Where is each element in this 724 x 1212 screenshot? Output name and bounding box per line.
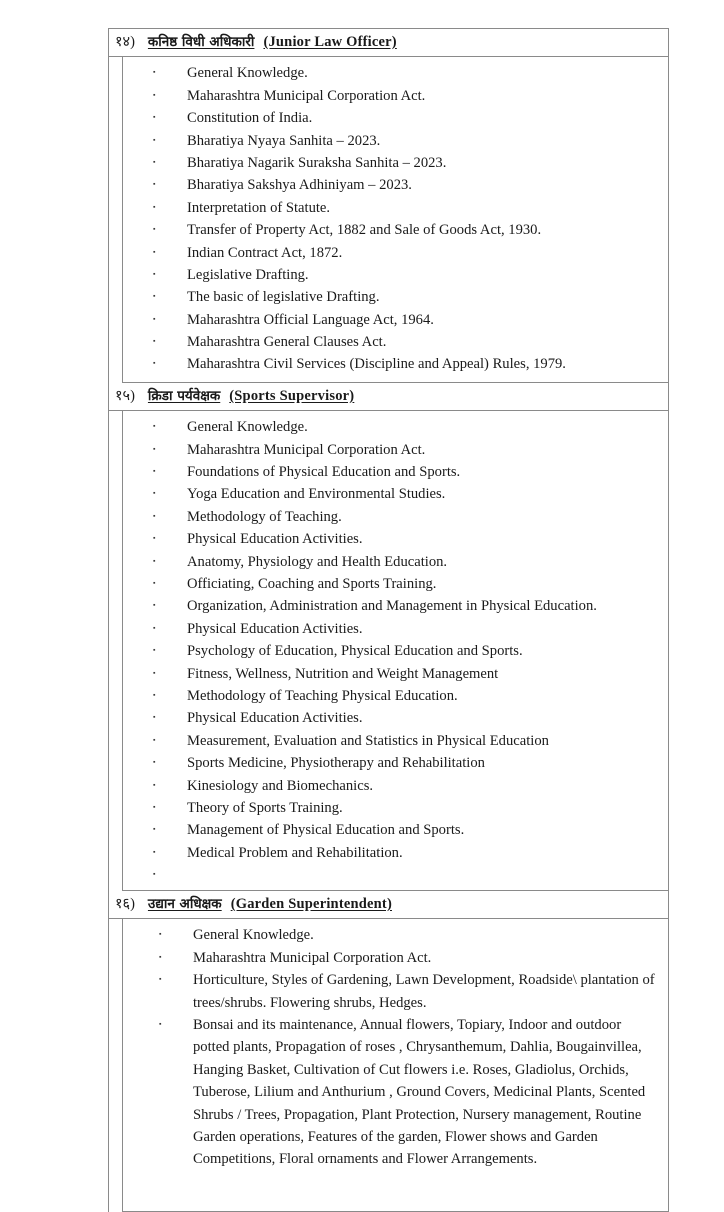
bullet-icon [153,551,155,573]
list-item-text: Methodology of Teaching Physical Education. [187,687,458,704]
list-item-text: General Knowledge. [187,65,308,82]
list-item-text: Maharashtra Municipal Corporation Act. [187,87,426,104]
list-item-text: Indian Contract Act, 1872. [187,244,343,261]
list-item [123,85,660,107]
list-item [123,219,660,241]
bullet-icon [153,595,155,617]
section-title-english-16: (Garden Superintendent) [230,896,392,913]
bullet-icon [153,819,155,841]
section-body-16 [122,919,668,1211]
list-item-text: Maharashtra Official Language Act, 1964. [187,311,434,328]
list-item-text: Measurement, Evaluation and Statistics in Physical Education [187,732,549,749]
list-item [123,152,660,174]
list-item-text: Physical Education Activities. [187,710,363,727]
list-item-text: Fitness, Wellness, Nutrition and Weight Management [187,665,499,682]
list-item-text: Transfer of Property Act, 1882 and Sale of Goods Act, 1930. [187,222,542,239]
section-title-english-14: (Junior Law Officer) [263,34,397,50]
list-item [123,663,660,685]
list-item [123,197,660,219]
bullet-icon [153,152,155,174]
list-item [123,483,660,505]
list-item-text: Bharatiya Nyaya Sanhita – 2023. [187,132,381,149]
section-heading-14 [109,29,668,57]
list-item [123,107,660,129]
section-title-english-15: (Sports Supervisor) [229,387,355,404]
bullet-icon [153,752,155,774]
list-item-text: Maharashtra Civil Services (Discipline and Appeal) Rules, 1979. [187,356,566,373]
bullet-icon [153,461,155,483]
list-item-text: Kinesiology and Biomechanics. [187,777,374,794]
list-item [123,730,660,752]
list-item [123,924,660,946]
list-item [123,264,660,286]
bullet-icon [153,353,155,375]
bullet-icon [153,62,155,84]
list-item [123,1014,660,1171]
syllabus-list-16 [123,924,660,1170]
section-title-marathi-16: उद्यान अधिक्षक [147,896,222,913]
section-body-15 [122,411,668,891]
bullet-icon [153,219,155,241]
section-number-15: १५) [115,387,135,404]
list-item-text: Sports Medicine, Physiotherapy and Rehabilitation [187,755,485,772]
list-item-text: Psychology of Education, Physical Education and Sports. [187,643,523,660]
list-item [123,551,660,573]
list-item [123,685,660,707]
bullet-icon [153,130,155,152]
list-item-text: Physical Education Activities. [187,620,363,637]
list-item-text: Theory of Sports Training. [187,799,343,816]
bullet-icon [153,483,155,505]
list-item [123,595,660,617]
list-item [123,439,660,461]
list-item [123,775,660,797]
bullet-icon [153,640,155,662]
list-item-text: Horticulture, Styles of Gardening, Lawn Development, Roadside\ plantation of trees/shrubs. Flowering shrubs, Hedges. [193,972,655,1011]
list-item [123,618,660,640]
list-item [123,174,660,196]
list-item [123,242,660,264]
list-item [123,62,660,84]
section-title-marathi-15: क्रिडा पर्यवेक्षक [147,387,221,404]
list-item-text: General Knowledge. [187,419,308,436]
bullet-icon [153,663,155,685]
list-item [123,331,660,353]
list-item [123,752,660,774]
section-title-marathi-14: कनिष्ठ विधी अधिकारी [147,34,255,50]
list-item-text: Medical Problem and Rehabilitation. [187,844,403,861]
bullet-icon [153,242,155,264]
list-item [123,707,660,729]
section-body-14 [122,57,668,382]
section-number-14: १४) [115,34,135,50]
list-item [123,573,660,595]
bullet-icon [153,174,155,196]
bullet-icon [153,286,155,308]
list-item [123,506,660,528]
list-item [123,416,660,438]
bullet-icon [153,573,155,595]
list-item [123,461,660,483]
list-item-text: Bharatiya Nagarik Suraksha Sanhita – 2023. [187,154,447,171]
syllabus-table [108,28,669,1212]
bullet-icon [153,331,155,353]
section-heading-15 [109,383,668,411]
list-item-text: Yoga Education and Environmental Studies. [187,486,446,503]
bullet-icon [153,775,155,797]
bullet-icon [159,924,161,946]
list-item-text: Legislative Drafting. [187,266,309,283]
bullet-icon [159,969,161,991]
bullet-icon [153,528,155,550]
list-item [123,842,660,864]
list-item-text: Maharashtra General Clauses Act. [187,334,387,351]
list-item-empty [123,864,660,884]
bullet-icon [153,864,155,886]
list-item [123,640,660,662]
bullet-icon [153,309,155,331]
list-item [123,969,660,1014]
bullet-icon [159,1014,161,1036]
list-item-text: The basic of legislative Drafting. [187,289,380,306]
list-item-text: Maharashtra Municipal Corporation Act. [187,441,426,458]
list-item-text: Maharashtra Municipal Corporation Act. [193,949,432,966]
list-item-text: Organization, Administration and Management in Physical Education. [187,598,597,615]
list-item-text: Physical Education Activities. [187,531,363,548]
list-item-text: Methodology of Teaching. [187,508,342,525]
bullet-icon [153,707,155,729]
list-item-text: Interpretation of Statute. [187,199,331,216]
list-item [123,947,660,969]
list-item-text: Foundations of Physical Education and Sports. [187,464,461,481]
list-item [123,130,660,152]
list-item-text: Bharatiya Sakshya Adhiniyam – 2023. [187,177,412,194]
section-heading-16 [109,891,668,919]
syllabus-list-15 [123,416,660,884]
bullet-icon [153,685,155,707]
section-number-16: १६) [115,896,135,913]
syllabus-list-14 [123,62,660,375]
list-item-text: General Knowledge. [193,927,314,944]
bullet-icon [153,439,155,461]
bullet-icon [153,842,155,864]
bullet-icon [153,85,155,107]
list-item [123,797,660,819]
list-item-text: Officiating, Coaching and Sports Training. [187,575,437,592]
bullet-icon [153,107,155,129]
bullet-icon [153,197,155,219]
list-item [123,286,660,308]
list-item [123,309,660,331]
list-item-text: Bonsai and its maintenance, Annual flowers, Topiary, Indoor and outdoor potted plants, Propagation of roses , Chrysanthemum, Dahlia, Bougainvillea, Hanging Basket, Cultivation of Cut flowers i.e. Roses, Gladiolus, Orchids, Tuberose, Lilium and Anthurium , Ground Covers, Medicinal Plants, Scented Shrubs / Trees, Propagation, Plant Protection, Nursery management, Routine Garden operations, Features of the garden, Flower shows and Garden Competitions, Floral ornaments and Flower Arrangements. [193,1017,646,1168]
list-item-text: Management of Physical Education and Sports. [187,822,465,839]
bullet-icon [153,730,155,752]
list-item [123,819,660,841]
list-item-text: Anatomy, Physiology and Health Education. [187,553,448,570]
list-item-text: Constitution of India. [187,110,313,127]
bullet-icon [159,947,161,969]
list-item [123,528,660,550]
bullet-icon [153,618,155,640]
bullet-icon [153,797,155,819]
bullet-icon [153,264,155,286]
bullet-icon [153,416,155,438]
list-item [123,353,660,375]
bullet-icon [153,506,155,528]
